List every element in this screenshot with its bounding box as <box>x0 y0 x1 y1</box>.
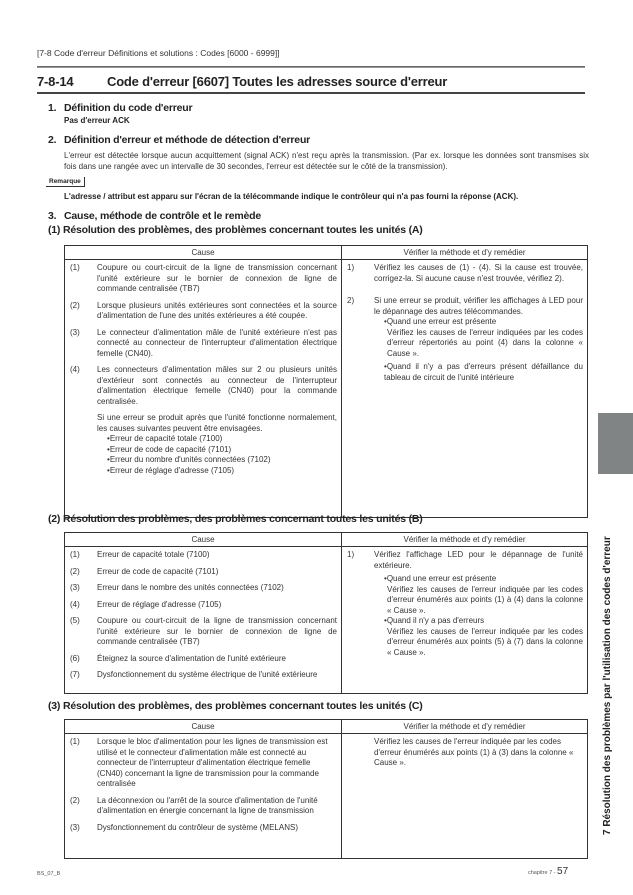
remedy-item: 1) Vérifiez l'affichage LED pour le dépannage de l'unité extérieure. •Quand une erreur est présente Vérifiez les causes de l'erreur indiquée par les codes d'erreur énumérés aux points (1) à (4) dans la colonne « Cause ». •Quand il n'y a pas d'erreurs Vérifiez les causes de l'erreur indiquée par les codes d'erreur énumérés aux points (5) à (7) dans la colonne « Cause ». <box>347 550 583 657</box>
remark-text: L'adresse / attribut est apparu sur l'écran de la télécommande indique le contrôleur qui n'a pas fourni la réponse (ACK). <box>64 192 519 201</box>
remedy-cell <box>342 260 588 518</box>
section-title: Code d'erreur [6607] Toutes les adresses source d'erreur <box>107 74 448 89</box>
bullet-icon: • <box>384 362 387 371</box>
definition-text: Pas d'erreur ACK <box>64 116 130 125</box>
header-cause: Cause <box>65 246 342 260</box>
table-c-title: (3) Résolution des problèmes, des problèmes concernant toutes les unités (C) <box>48 700 423 712</box>
cause-item: (3) Le connecteur d'alimentation mâle de l'unité extérieure n'est pas connecté au connecteur de l'interrupteur d'alimentation électrique femelle (CN40). <box>70 327 337 358</box>
section-heading <box>37 74 585 94</box>
detection-text: L'erreur est détectée lorsque aucun acquittement (signal ACK) n'est reçu après la transmission. (Par ex. lorsque les données sont transmises six fois dans une rangée avec un intervalle de 30 secondes, l'erreur est détectée sur le côté de la transmission). <box>64 151 589 171</box>
troubleshooting-table-c <box>64 719 588 859</box>
bullet-icon: • <box>384 574 387 583</box>
cause-item: (2) Lorsque plusieurs unités extérieures sont connectées et la source d'alimentation de l'une des unités extérieures a été coupée. <box>70 300 337 320</box>
table-a-title: (1) Résolution des problèmes, des problèmes concernant toutes les unités (A) <box>48 224 423 236</box>
bullet-icon: • <box>384 616 387 625</box>
chapter-tab <box>598 413 633 474</box>
cause-cell <box>65 260 342 518</box>
header-cause: Cause <box>65 720 342 734</box>
cause-cell <box>65 734 342 859</box>
running-header: [7-8 Code d'erreur Définitions et solutions : Codes [6000 - 6999]] <box>37 48 280 58</box>
note-bullet: •Erreur de capacité totale (7100) <box>107 434 223 443</box>
header-divider <box>37 66 585 68</box>
cause-item: (2) La déconnexion ou l'arrêt de la source d'alimentation de l'unité d'alimentation en énergie concernant la ligne de transmission <box>70 795 318 815</box>
remedy-cell <box>342 734 588 859</box>
remedy-item: 2) Si une erreur se produit, vérifier les affichages à LED pour le dépannage des autres télécommandes. •Quand une erreur est présente Vérifiez les causes de l'erreur indiquées par les codes d'erreur répertoriés au point (4) dans la colonne « Cause ». •Quand il n'y a pas d'erreurs présent défaillance du tableau de circuit de l'unité intérieure <box>347 296 583 382</box>
section-number: 7-8-14 <box>37 74 74 89</box>
note-bullet: •Erreur de code de capacité (7101) <box>107 444 232 454</box>
cause-note: Si une erreur se produit après que l'unité fonctionne normalement, les causes suivantes peuvent être envisagées. •Erreur de capacité totale (7100) •Erreur de code de capacité (7101) •Erreur du nombre d'unités connectées (7102) •Erreur de réglage d'adresse (7105) <box>97 413 337 475</box>
heading-detection: 2. Définition d'erreur et méthode de détection d'erreur <box>48 134 311 146</box>
bullet-icon: • <box>107 465 110 475</box>
footer-page <box>528 866 568 877</box>
header-remedy: Vérifier la méthode et d'y remédier <box>342 533 588 547</box>
bullet-icon: • <box>107 434 110 443</box>
cause-item: (1) Coupure ou court-circuit de la ligne de transmission concernant l'unité extérieure sur le bornier de connexion de ligne de commande centralisée (TB7) <box>70 263 337 293</box>
cause-item: (3) Erreur dans le nombre des unités connectées (7102) <box>70 583 284 592</box>
header-remedy: Vérifier la méthode et d'y remédier <box>342 720 588 734</box>
remedy-item: Vérifiez les causes de l'erreur indiquée par les codes d'erreur énumérés aux points (1) à (3) dans la colonne « Cause ». <box>374 737 574 767</box>
cause-item: (4) Erreur de réglage d'adresse (7105) <box>70 599 222 609</box>
page-number: 57 <box>557 866 569 877</box>
cause-item: (2) Erreur de code de capacité (7101) <box>70 566 219 576</box>
heading-cause: 3. Cause, méthode de contrôle et le remède <box>48 210 262 222</box>
cause-item: (1) Lorsque le bloc d'alimentation pour les lignes de transmission est utilisé et le connecteur d'alimentation mâle est connecté au connecteur de l'interrupteur d'alimentation électrique femelle (CN40) concernant la ligne de transmission pour la commande centralisée <box>70 737 328 788</box>
cause-item: (7) Dysfonctionnement du système électrique de l'unité extérieure <box>70 670 318 679</box>
cause-cell <box>65 547 342 694</box>
troubleshooting-table-a <box>64 245 588 518</box>
troubleshooting-table-b <box>64 532 588 694</box>
cause-item: (3) Dysfonctionnement du contrôleur de système (MELANS) <box>70 822 298 832</box>
chapter-side-label: 7 Résolution des problèmes par l'utilisation des codes d'erreur <box>602 536 613 835</box>
footer-doc-code: BS_07_B <box>37 871 61 877</box>
cause-item: (6) Éteignez la source d'alimentation de l'unité extérieure <box>70 653 286 663</box>
note-bullet: •Erreur du nombre d'unités connectées (7102) <box>107 455 271 464</box>
bullet-icon: • <box>107 455 110 464</box>
header-remedy: Vérifier la méthode et d'y remédier <box>342 246 588 260</box>
bullet-icon: • <box>107 444 110 454</box>
table-b-title: (2) Résolution des problèmes, des problèmes concernant toutes les unités (B) <box>48 513 423 525</box>
heading-definition: 1. Définition du code d'erreur <box>48 102 193 114</box>
header-cause: Cause <box>65 533 342 547</box>
remark-label: Remarque <box>46 177 85 187</box>
bullet-icon: • <box>384 317 387 326</box>
remedy-cell <box>342 547 588 694</box>
cause-item: (1) Erreur de capacité totale (7100) <box>70 550 210 559</box>
cause-item: (4) Les connecteurs d'alimentation mâles sur 2 ou plusieurs unités d'extérieur sont connectés au connecteur de l'interrupteur d'alimentation électrique femelle (CN40) pour la commande centralisée. <box>70 365 337 406</box>
remedy-item: 1) Vérifiez les causes de (1) - (4). Si la cause est trouvée, corrigez-la. Si aucune cause n'est trouvée, vérifiez 2). <box>347 263 583 283</box>
cause-item: (5) Coupure ou court-circuit de la ligne de transmission concernant l'unité extérieure sur le bornier de connexion de ligne de commande centralisée (TB7) <box>70 616 337 646</box>
note-bullet: •Erreur de réglage d'adresse (7105) <box>107 465 235 475</box>
footer-chapter: chapitre 7 - <box>528 870 558 876</box>
